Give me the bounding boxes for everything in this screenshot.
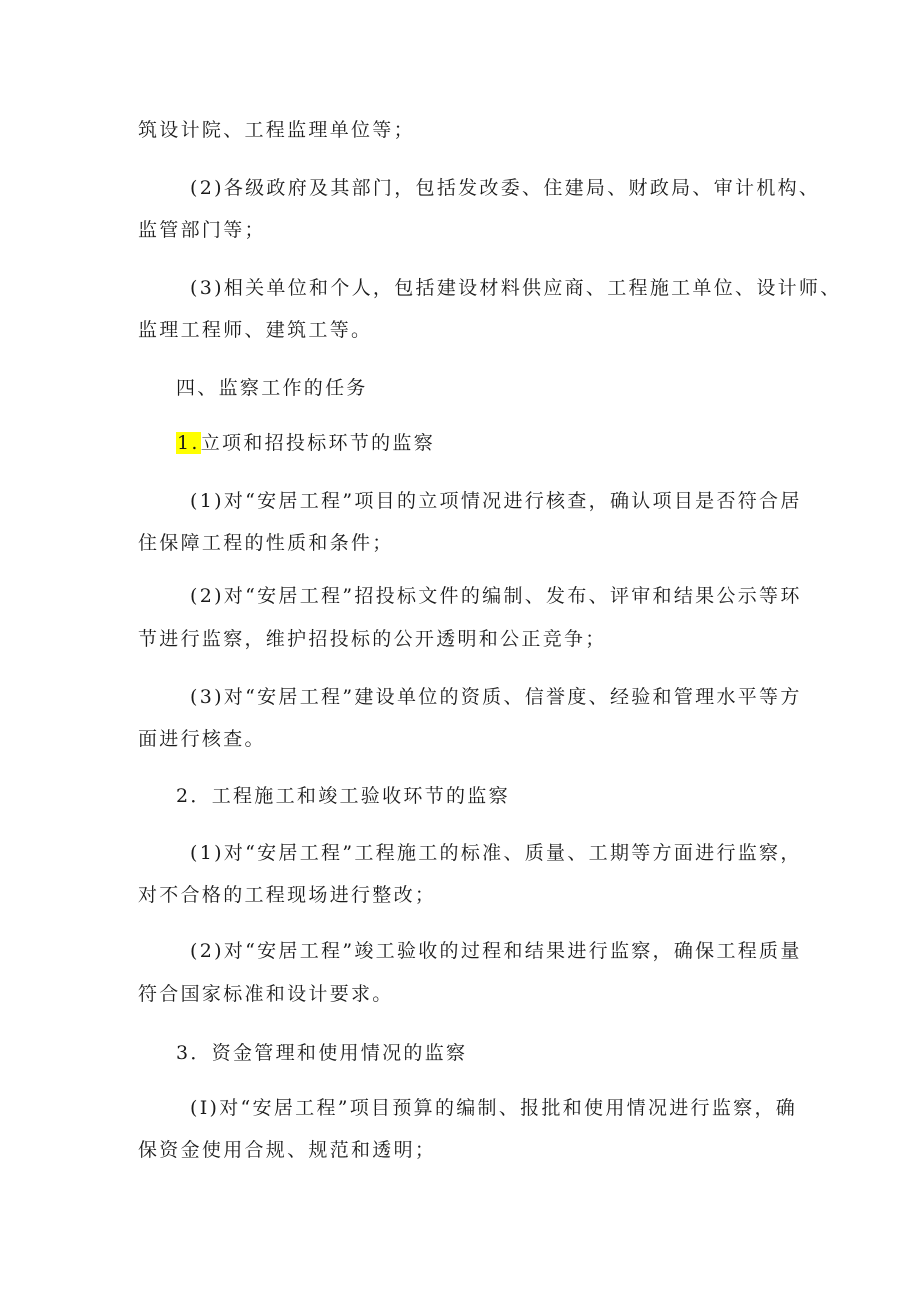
paragraph-line: 监管部门等； xyxy=(138,219,266,241)
subsection-heading-text: 立项和招投标环节的监察 xyxy=(200,432,436,454)
paragraph-line: 面进行核查。 xyxy=(138,728,266,750)
paragraph-line: (I)对“安居工程”项目预算的编制、报批和使用情况进行监察，确 xyxy=(190,1097,798,1119)
subsection-heading-2: 2．工程施工和竣工验收环节的监察 xyxy=(176,785,510,807)
paragraph-line: (2)各级政府及其部门，包括发改委、住建局、财政局、审计机构、 xyxy=(190,177,821,199)
paragraph-line: 对不合格的工程现场进行整改； xyxy=(138,884,437,906)
paragraph-line: (3)相关单位和个人，包括建设材料供应商、工程施工单位、设计师、 xyxy=(190,277,842,299)
paragraph-line: (2)对“安居工程”竣工验收的过程和结果进行监察，确保工程质量 xyxy=(190,940,802,962)
paragraph-line: (2)对“安居工程”招投标文件的编制、发布、评审和结果公示等环 xyxy=(190,585,802,607)
paragraph-line: (1)对“安居工程”项目的立项情况进行核查，确认项目是否符合居 xyxy=(190,490,802,512)
paragraph-line: (1)对“安居工程”工程施工的标准、质量、工期等方面进行监察， xyxy=(190,842,802,864)
paragraph-line: 筑设计院、工程监理单位等； xyxy=(138,119,415,141)
paragraph-line: 监理工程师、建筑工等。 xyxy=(138,319,373,341)
paragraph-line: 住保障工程的性质和条件； xyxy=(138,532,394,554)
paragraph-line: 符合国家标准和设计要求。 xyxy=(138,983,394,1005)
paragraph-line: 保资金使用合规、规范和透明； xyxy=(138,1139,437,1161)
section-heading: 四、监察工作的任务 xyxy=(176,377,368,399)
subsection-heading-3: 3．资金管理和使用情况的监察 xyxy=(176,1042,468,1064)
subsection-heading-1 xyxy=(176,430,435,456)
highlighted-number: 1. xyxy=(177,432,200,454)
paragraph-line: 节进行监察，维护招投标的公开透明和公正竞争； xyxy=(138,628,607,650)
paragraph-line: (3)对“安居工程”建设单位的资质、信誉度、经验和管理水平等方 xyxy=(190,686,802,708)
